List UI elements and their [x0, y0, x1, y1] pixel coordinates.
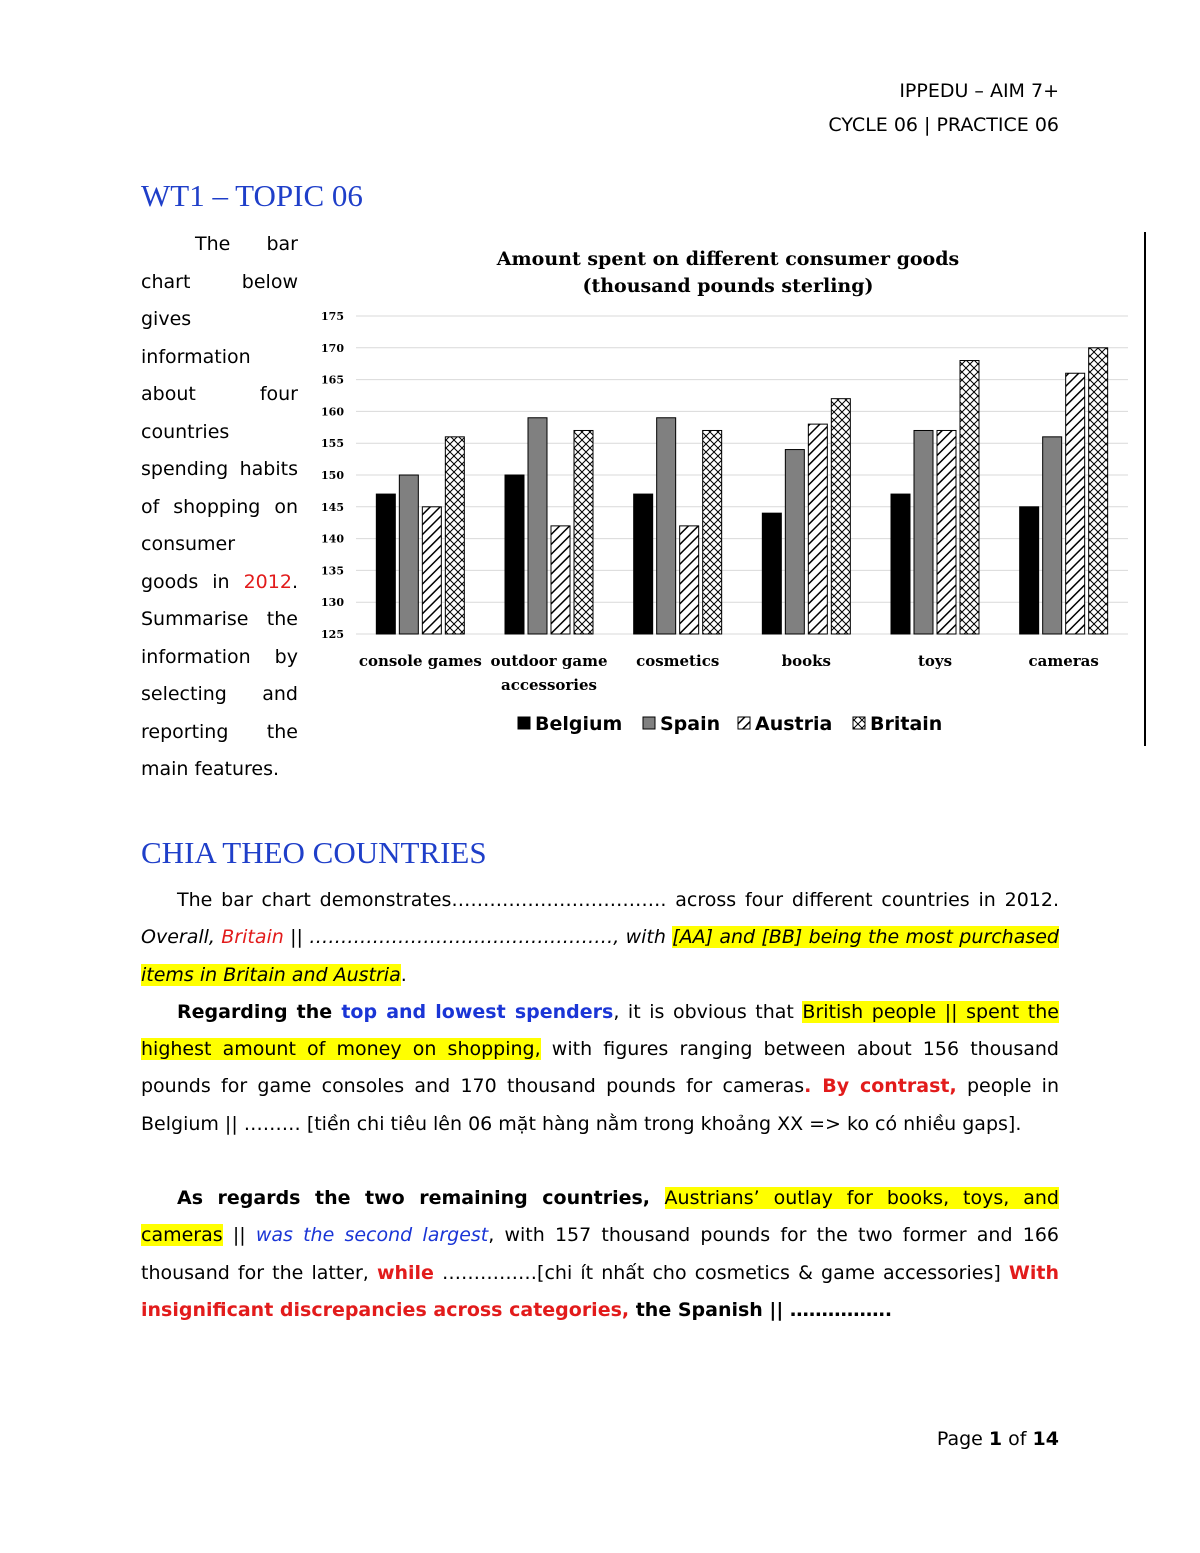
bar-belgium-3: [762, 513, 781, 634]
page-current: 1: [988, 1428, 1003, 1450]
y-tick-label: 135: [321, 564, 344, 578]
y-tick-label: 130: [321, 596, 344, 610]
bar-britain-5: [1089, 348, 1108, 634]
p3-insignificant: With insignificant discrepancies across categories,: [141, 1261, 1059, 1321]
bar-austria-0: [422, 507, 441, 634]
chart-right-border: [1144, 232, 1146, 746]
p1-intro: The bar chart demonstrates……………………………. across four different countries in 2012.: [177, 889, 1059, 911]
x-tick-label: toys: [917, 652, 953, 670]
bar-spain-5: [1043, 437, 1062, 634]
bar-belgium-1: [505, 475, 524, 634]
essay-body: [141, 882, 1059, 1329]
x-tick-label: outdoor game accessories: [490, 652, 608, 694]
p3-figures: , with 157 thousand pounds for the two former and 166 thousand for the latter,: [141, 1224, 1059, 1284]
page-number: [937, 1428, 1059, 1450]
prompt-text-2: . Summarise the information by selecting and reporting the main features.: [141, 570, 298, 780]
y-tick-label: 150: [321, 469, 344, 482]
legend-swatch-britain: [853, 717, 865, 729]
bar-spain-2: [657, 418, 676, 634]
bar-britain-0: [445, 437, 464, 634]
p1-overall: Overall,: [141, 926, 222, 949]
task-prompt: [141, 226, 298, 789]
bar-belgium-0: [376, 494, 395, 634]
paragraph-remaining: [141, 1180, 1059, 1329]
legend-swatch-belgium: [518, 717, 530, 729]
p3-blank: ……………[chi ít nhất cho cosmetics & game accessories]: [433, 1261, 1009, 1284]
prompt-year: 2012: [243, 570, 292, 593]
x-axis-category-labels: [359, 652, 1099, 694]
legend-swatch-spain: [643, 717, 655, 729]
p3-spanish: the Spanish || …………….: [629, 1298, 893, 1321]
p1-blank: || …………………………………………, with: [283, 926, 673, 949]
p3-as-regards: As regards the two remaining countries,: [177, 1187, 665, 1210]
bar-spain-4: [914, 430, 933, 634]
bars: [376, 348, 1107, 634]
page-prefix: Page: [936, 1428, 989, 1450]
bar-spain-0: [399, 475, 418, 634]
x-tick-label: cosmetics: [636, 652, 720, 670]
x-tick-label: books: [781, 652, 832, 670]
legend-label-belgium: Belgium: [535, 713, 623, 735]
p1-highlight: [AA] and [BB] being the most purchased items in Britain and Austria: [141, 926, 1059, 986]
chart-subtitle: (thousand pounds sterling): [582, 275, 874, 297]
y-axis-tick-labels: [321, 310, 344, 641]
chart-svg: [318, 232, 1148, 752]
bar-britain-3: [831, 399, 850, 634]
bar-austria-4: [937, 430, 956, 634]
bar-austria-2: [680, 526, 699, 634]
bar-austria-3: [808, 424, 827, 634]
chart-title: Amount spent on different consumer goods: [496, 248, 960, 270]
y-tick-label: 160: [321, 405, 344, 419]
legend-label-austria: Austria: [755, 713, 833, 735]
bar-spain-3: [785, 450, 804, 634]
section-title-topic: WT1 – TOPIC 06: [141, 178, 363, 213]
prompt-text-1: The bar chart below gives information about four countries spending habits of shopping on consumer goods in: [141, 233, 298, 593]
y-tick-label: 165: [321, 373, 344, 387]
p2-by-contrast: . By contrast,: [804, 1075, 957, 1098]
p2-belgium: people in Belgium || ……… [tiền chi tiêu lên 06 mặt hàng nằm trong khoảng XX => ko có nhiều gaps].: [141, 1075, 1060, 1135]
bar-britain-1: [574, 430, 593, 634]
p3-highlight: Austrians’ outlay for books, toys, and cameras: [141, 1187, 1059, 1247]
y-tick-label: 170: [321, 341, 344, 355]
p2-highlight: British people || spent the highest amount of money on shopping,: [141, 1000, 1059, 1061]
p2-figures: with figures ranging between about 156 thousand pounds for game consoles and 170 thousand pounds for cameras: [141, 1038, 1059, 1098]
x-tick-label: cameras: [1028, 652, 1099, 670]
p2-top-lowest: top and lowest spenders: [341, 1000, 614, 1023]
p3-bars: ||: [222, 1224, 246, 1247]
y-tick-label: 155: [321, 437, 344, 451]
bar-austria-5: [1066, 373, 1085, 634]
y-tick-label: 145: [321, 500, 344, 514]
legend-label-spain: Spain: [660, 713, 721, 735]
gridlines: [356, 316, 1128, 634]
header-line-1: IPPEDU – AIM 7+: [899, 80, 1059, 102]
bar-austria-1: [551, 526, 570, 634]
p2-obvious: , it is obvious that: [613, 1000, 803, 1023]
paragraph-spenders: [141, 994, 1059, 1143]
paragraph-overview: [141, 882, 1059, 994]
bar-belgium-2: [634, 494, 653, 634]
legend: [518, 713, 942, 735]
p3-second-largest: was the second largest: [255, 1224, 489, 1247]
p3-while: while: [376, 1261, 434, 1284]
bar-chart: [318, 232, 1148, 752]
section-title-countries: CHIA THEO COUNTRIES: [141, 835, 487, 870]
bar-belgium-5: [1020, 507, 1039, 634]
legend-label-britain: Britain: [870, 713, 943, 735]
y-tick-label: 140: [321, 532, 344, 546]
bar-spain-1: [528, 418, 547, 634]
bar-britain-4: [960, 361, 979, 634]
p1-britain: Britain: [221, 926, 284, 949]
x-tick-label: console games: [358, 652, 482, 670]
p1-end: .: [400, 963, 407, 986]
header-line-2: CYCLE 06 | PRACTICE 06: [828, 114, 1059, 136]
bar-belgium-4: [891, 494, 910, 634]
y-tick-label: 175: [321, 310, 344, 323]
bar-britain-2: [703, 430, 722, 634]
page-total: 14: [1032, 1428, 1059, 1450]
y-tick-label: 125: [321, 628, 344, 641]
page-of: of: [1002, 1428, 1033, 1450]
legend-swatch-austria: [738, 717, 750, 729]
p2-regarding: Regarding the: [177, 1000, 342, 1023]
